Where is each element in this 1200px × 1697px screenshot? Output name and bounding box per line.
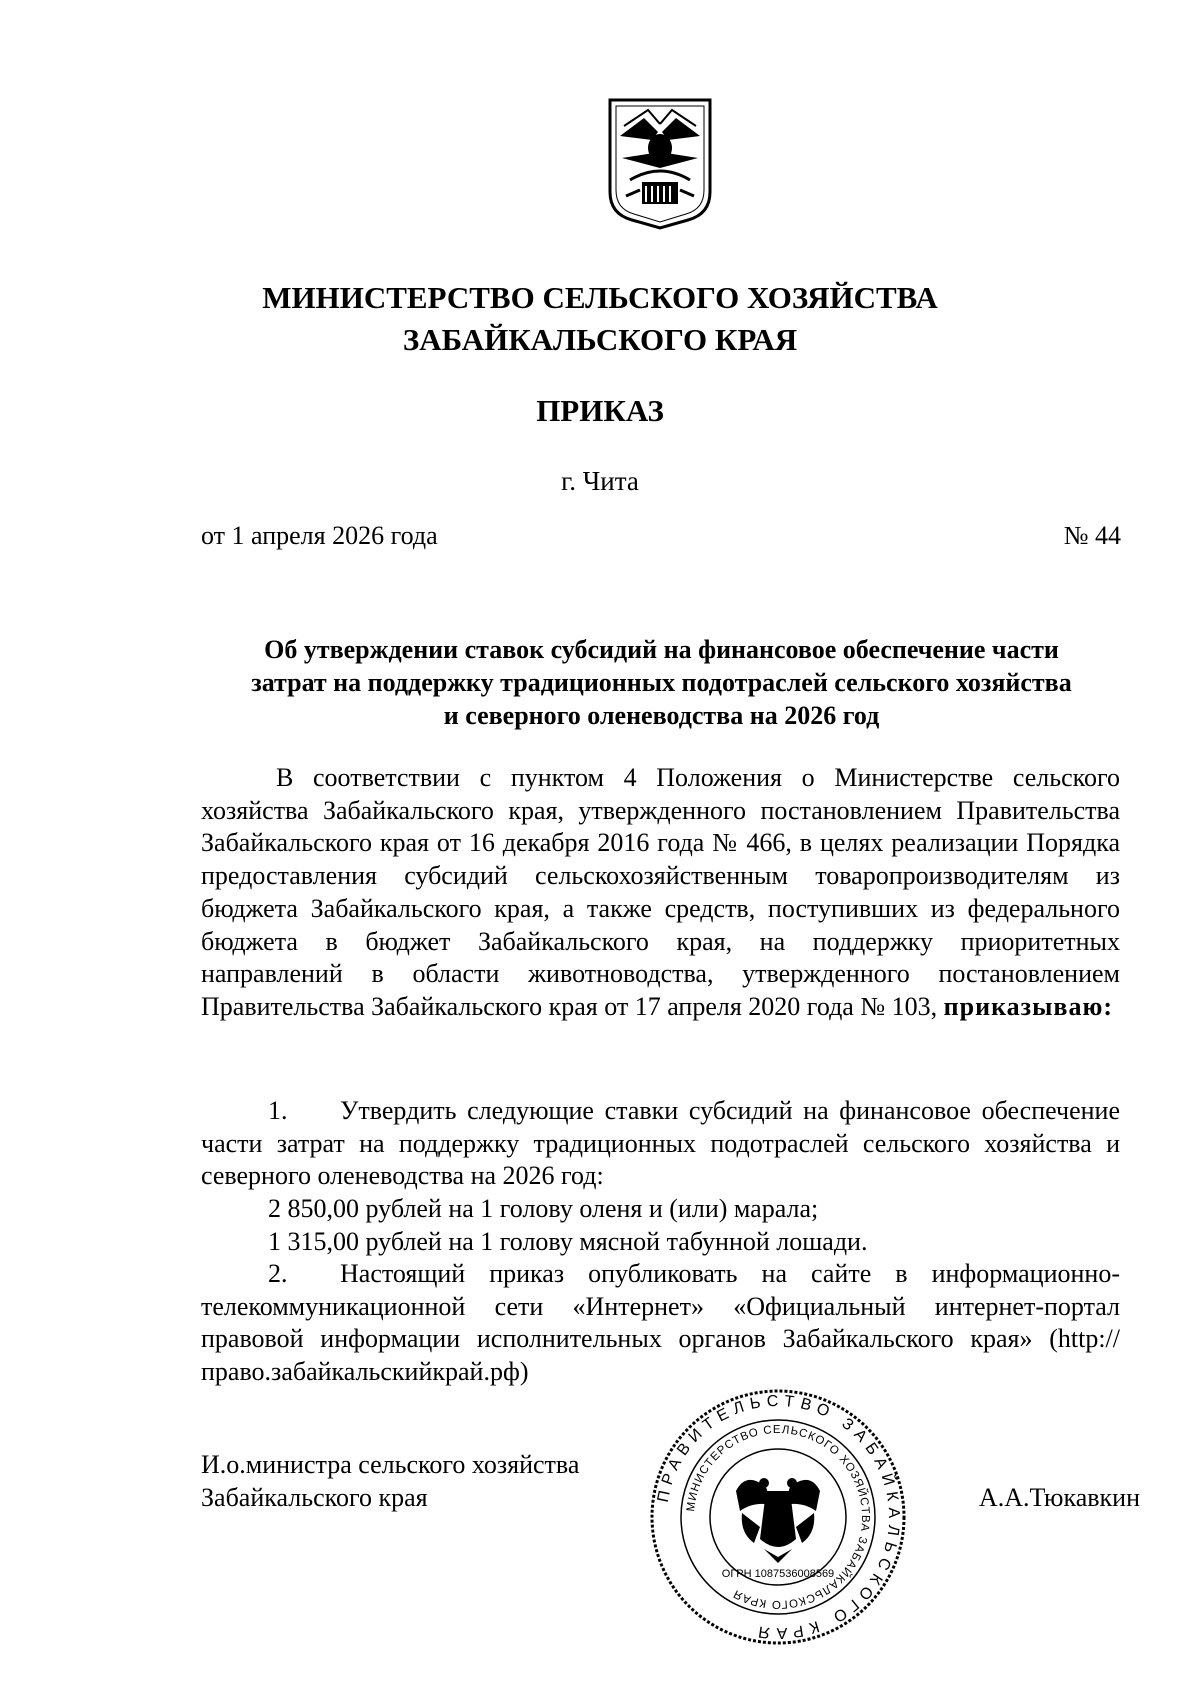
official-seal-stamp (648, 1387, 908, 1647)
item-1-number: 1. (268, 1096, 288, 1125)
rate-horse: 1 315,00 рублей на 1 голову мясной табунной лошади. (268, 1227, 868, 1256)
signatory-title-line-2: Забайкальского края (201, 1483, 428, 1512)
preamble-text: В соответствии с пунктом 4 Положения о Министерстве сельского хозяйства Забайкальского края, утвержденного постановлением Правительства Забайкальского края от 16 декабря 2016 года № 466, в целях реализации Порядка предоставления субсидий сельскохозяйственным товаропроизводителям из бюджета Забайкальского края, а также средств, поступивших из федерального бюджета в бюджет Забайкальского края, на поддержку приоритетных направлений в области животноводства, утвержденного постановлением Правительства Забайкальского края от 17 апреля 2020 года № 103, (201, 763, 1120, 1021)
signatory-title (201, 1448, 579, 1514)
coat-of-arms-emblem (604, 96, 716, 230)
ministry-line-2: ЗАБАЙКАЛЬСКОГО КРАЯ (402, 322, 798, 357)
city: г. Чита (561, 466, 639, 496)
document-type: ПРИКАЗ (536, 393, 664, 428)
signatory-name: А.А.Тюкавкин (978, 1483, 1140, 1512)
subject-line-2: затрат на поддержку традиционных подотраслей сельского хозяйства (251, 668, 1072, 697)
stamp-outer-text: ПРАВИТЕЛЬСТВО ЗАБАЙКАЛЬСКОГО КРАЯ (654, 1392, 903, 1642)
preamble-paragraph (201, 762, 1120, 1024)
item-2-text: Настоящий приказ опубликовать на сайте в информационно-телекоммуникационной сети «Интернет» «Официальный интернет-портал правовой информации исполнительных органов Забайкальского края» (http://право.забайкальскийкрай.рф) (201, 1259, 1120, 1387)
ministry-line-1: МИНИСТЕРСТВО СЕЛЬСКОГО ХОЗЯЙСТВА (262, 280, 938, 315)
order-date: от 1 апреля 2026 года (201, 521, 438, 550)
subject-line-1: Об утверждении ставок субсидий на финансовое обеспечение части (264, 635, 1059, 664)
item-1-paragraph (201, 1095, 1120, 1193)
order-number: № 44 (1063, 521, 1121, 550)
stamp-inner-text: МИНИСТЕРСТВО СЕЛЬСКОГО ХОЗЯЙСТВА ЗАБАЙКАЛЬСКОГО КРАЯ (685, 1423, 872, 1611)
item-2-paragraph (201, 1258, 1120, 1389)
item-1-text: Утвердить следующие ставки субсидий на финансовое обеспечение части затрат на поддержку традиционных подотраслей сельского хозяйства и северного оленеводства на 2026 год: (201, 1096, 1120, 1191)
signatory-title-line-1: И.о.министра сельского хозяйства (201, 1450, 580, 1479)
order-verb: приказываю: (943, 991, 1113, 1021)
subject-line-3: и северного оленеводства на 2026 год (443, 701, 880, 730)
order-subject (203, 633, 1120, 732)
stamp-ogrn: ОГРН 1087536008569 (721, 1568, 835, 1580)
stamp-eagle-icon (736, 1478, 820, 1563)
ministry-name (200, 277, 1000, 361)
rate-deer: 2 850,00 рублей на 1 голову оленя и (или) марала; (268, 1194, 819, 1223)
item-2-number: 2. (268, 1259, 288, 1288)
